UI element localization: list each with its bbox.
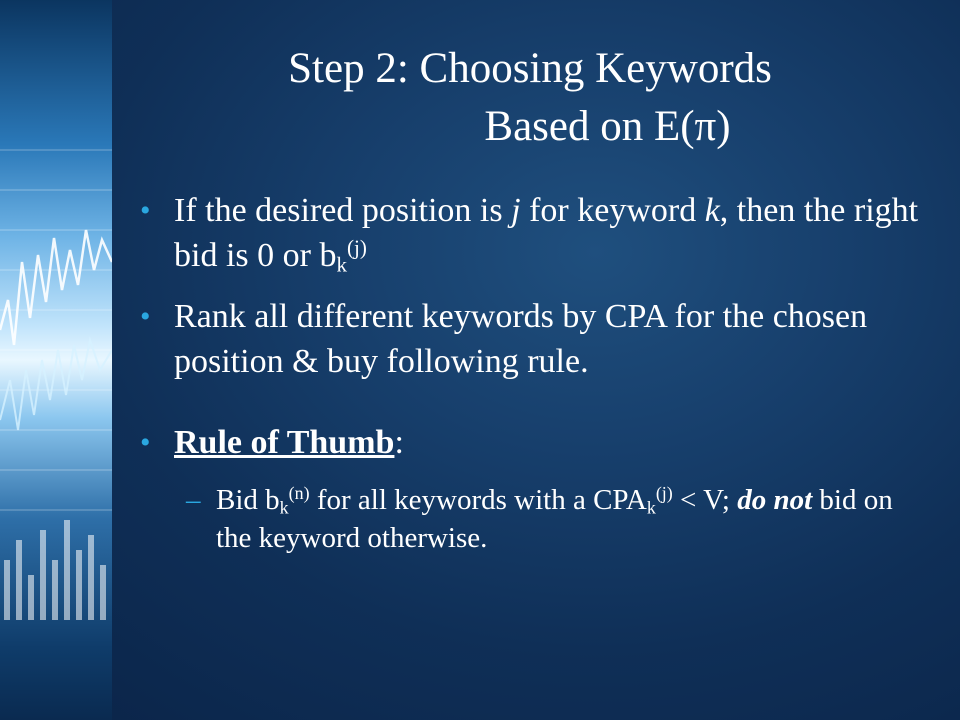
bullet-text: for keyword: [520, 192, 705, 229]
variable-j: j: [511, 192, 521, 229]
sub-bullet-bid-rule: [174, 481, 930, 557]
decorative-side-panel: [0, 0, 112, 720]
title-line-2: Based on E(π): [484, 103, 731, 150]
bullet-text: :: [394, 424, 404, 461]
sub-bullet-text: < V;: [672, 484, 738, 516]
sub-bullet-text: bid on the keyword otherwise.: [216, 484, 893, 554]
bullet-dot-icon: •: [140, 194, 151, 227]
bullet-text: Rank all different keywords by CPA for the chosen position & buy following rule.: [174, 298, 868, 380]
subscript-k: k: [279, 497, 289, 518]
subscript-k: k: [646, 497, 656, 518]
dash-bullet-icon: –: [186, 484, 201, 516]
bullet-text: , then the right bid is 0 or b: [174, 192, 919, 274]
title-line-1: Step 2: Choosing Keywords: [288, 45, 772, 92]
superscript-j: (j): [347, 235, 367, 260]
bullet-rule-of-thumb: [140, 420, 930, 465]
bullet-dot-icon: •: [140, 300, 151, 333]
bullet-desired-position: [140, 188, 930, 278]
bullet-rank-keywords: [140, 294, 930, 384]
bullet-dot-icon: •: [140, 426, 151, 459]
superscript-j: (j): [655, 483, 673, 504]
slide-title: [130, 40, 930, 156]
sub-bullet-text: Bid b: [216, 484, 280, 516]
emphasis-do-not: do not: [737, 484, 813, 516]
subscript-k: k: [336, 252, 347, 277]
rule-of-thumb-heading: Rule of Thumb: [174, 424, 395, 461]
sub-bullet-text: for all keywords with a CPA: [309, 484, 647, 516]
superscript-n: (n): [288, 483, 310, 504]
variable-k: k: [704, 192, 720, 229]
bullet-list: [140, 188, 930, 557]
bullet-text: If the desired position is: [174, 192, 512, 229]
stock-chart-graphic: [0, 0, 112, 720]
